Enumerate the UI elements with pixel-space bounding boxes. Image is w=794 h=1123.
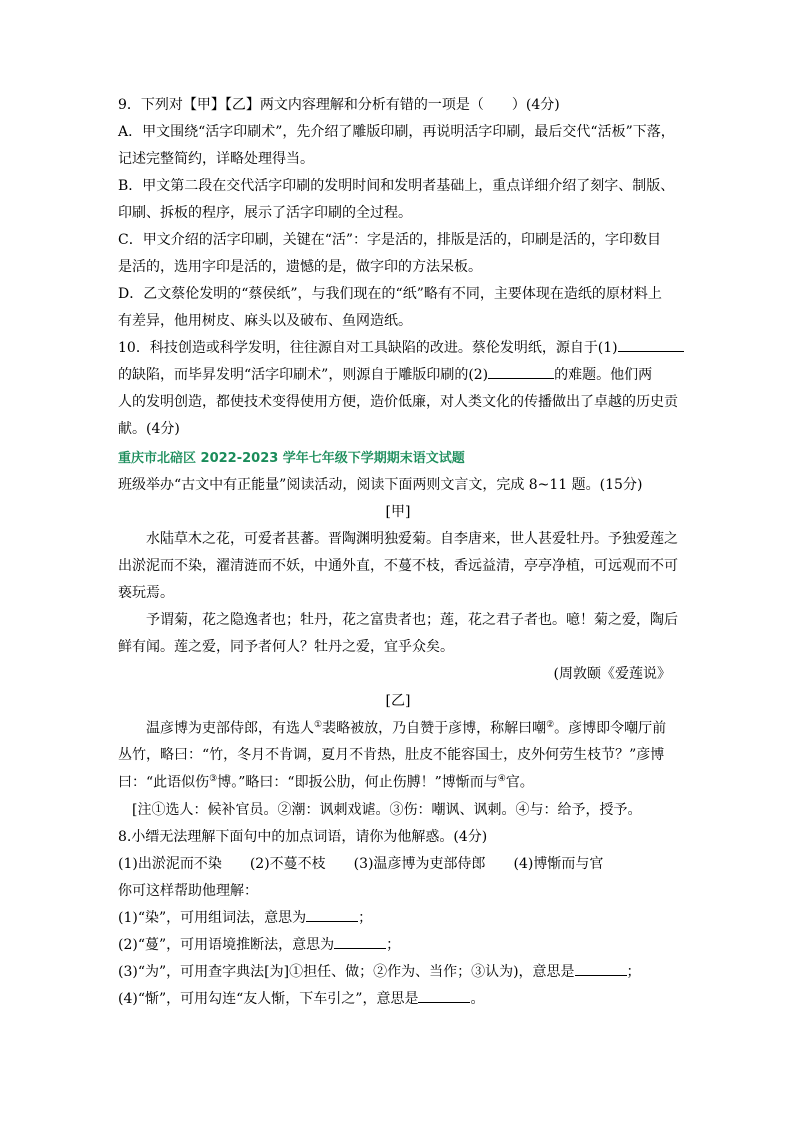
q10-line2: [118, 368, 652, 382]
q8-prompt: (3)“为”，可用查字典法[为]①担任、做；②作为、当作；③认为)，意思是: [118, 964, 575, 980]
footnote-marker: ①: [314, 720, 323, 730]
q8-prompt: (4)“惭”，可用勾连“友人惭，下车引之”，意思是: [118, 991, 419, 1007]
q8-help: 你可这样帮助他理解：: [118, 883, 258, 899]
q10-text: 的难题。他们两: [554, 367, 653, 383]
answer-blank-3[interactable]: [306, 920, 358, 922]
q8-answer-line: [118, 965, 641, 979]
q10-line4: 献。(4分): [118, 421, 180, 437]
q8-prompt: (2)“蔓”，可用语境推断法，意思为: [118, 937, 335, 953]
passage-yi-notes: [注①选人：候补官员。②潮：讽刺戏谑。③伤：嘲讽、讽刺。④与：给予，授予。: [132, 802, 642, 818]
q8-answer-line: [118, 938, 400, 952]
passage-yi-line: [118, 775, 534, 790]
footnote-marker: ④: [497, 774, 506, 784]
q10-line3: 人的发明创造，都使技术变得使用方便，造价低廉，对人类文化的传播做出了卓越的历史贡: [118, 394, 678, 410]
passage-text: 曰：“此语似伤: [118, 774, 210, 791]
q8-punct: ；: [626, 964, 641, 980]
footnote-marker: ③: [209, 774, 218, 784]
section-title: 重庆市北碚区 2022-2023 学年七年级下学期期末语文试题: [118, 451, 465, 466]
q9-stem: 9．下列对【甲】【乙】两文内容理解和分析有错的一项是（ ）(4分): [118, 97, 560, 113]
q9-option-a-line1: A．甲文围绕“活字印刷术”，先介绍了雕版印刷，再说明活字印刷，最后交代“活板”下落，: [118, 124, 675, 140]
q10-text: 的缺陷，而毕昇发明“活字印刷术”，则源自于雕版印刷的(2): [118, 367, 489, 383]
passage-text: 官。: [505, 774, 534, 791]
answer-blank-5[interactable]: [575, 974, 627, 976]
passage-jia-source: (周敦颐《爱莲说》: [553, 666, 671, 682]
q8-punct: 。: [470, 991, 485, 1007]
q9-option-a-line2: 记述完整简约，详略处理得当。: [118, 151, 314, 167]
passage-jia-line: 予谓菊，花之隐逸者也；牡丹，花之富贵者也；莲，花之君子者也。噫！菊之爱，陶后: [146, 612, 678, 628]
passage-yi-line: 丛竹，略曰：“竹，冬月不肯调，夏月不肯热，肚皮不能容国士，皮外何劳生枝节？”彦博: [118, 747, 665, 763]
answer-blank-6[interactable]: [418, 1001, 470, 1003]
answer-blank-2[interactable]: [488, 377, 554, 379]
q9-option-c-line1: C．甲文介绍的活字印刷，关键在“活”：字是活的，排版是活的，印刷是活的，字印数目: [118, 232, 662, 248]
passage-jia-line: 鲜有闻。莲之爱，同予者何人？牡丹之爱，宜乎众矣。: [118, 639, 454, 655]
passage-jia-line: 亵玩焉。: [118, 585, 174, 601]
q9-option-d-line1: D．乙文蔡伦发明的“蔡侯纸”，与我们现在的“纸”略有不同，主要体现在造纸的原材料上: [118, 286, 662, 302]
passage-yi-line: [146, 721, 666, 736]
passage-jia-line: 水陆草木之花，可爱者甚蕃。晋陶渊明独爱菊。自李唐来，世人甚爱牡丹。予独爱莲之: [146, 531, 678, 547]
answer-blank-4[interactable]: [334, 947, 386, 949]
q8-stem: 8.小缙无法理解下面句中的加点词语，请你为他解惑。(4分): [118, 829, 488, 845]
q10-text: 10．科技创造或科学发明，往往源自对工具缺陷的改进。蔡伦发明纸，源自于(1): [118, 340, 618, 356]
passage-text: 。彦博即令嘲厅前: [554, 720, 667, 737]
q10-line1: [118, 341, 684, 355]
reading-intro: 班级举办“古文中有正能量”阅读活动，阅读下面两则文言文，完成 8~11 题。(15分): [118, 477, 643, 493]
q9-option-b-line2: 印刷、拆板的程序，展示了活字印刷的全过程。: [118, 205, 412, 221]
passage-text: 裴略被放，乃自赞于彦博，称解曰嘲: [322, 720, 547, 737]
passage-text: 博。”略曰：“即扳公肋，何止伤膊！”博惭而与: [217, 774, 498, 791]
q8-punct: ；: [358, 910, 373, 926]
passage-jia-heading: [甲]: [385, 504, 411, 520]
q8-answer-line: [118, 992, 484, 1006]
q8-prompt: (1)“染”，可用组词法，意思为: [118, 910, 307, 926]
q9-option-c-line2: 是活的，选用字印是活的，遗憾的是，做字印的方法呆板。: [118, 259, 482, 275]
passage-text: 温彦博为吏部侍郎，有选人: [146, 720, 314, 737]
q9-option-b-line1: B．甲文第二段在交代活字印刷的发明时间和发明者基础上，重点详细介绍了刻字、制版、: [118, 178, 675, 194]
q8-answer-line: [118, 911, 372, 925]
q8-items: (1)出淤泥而不染 (2)不蔓不枝 (3)温彦博为吏部侍郎 (4)博惭而与官: [118, 856, 604, 872]
q9-option-d-line2: 有差异，他用树皮、麻头以及破布、鱼网造纸。: [118, 313, 412, 329]
answer-blank-1[interactable]: [618, 350, 684, 352]
footnote-marker: ②: [546, 720, 555, 730]
q8-punct: ；: [386, 937, 401, 953]
passage-yi-heading: [乙]: [385, 693, 411, 709]
passage-jia-line: 出淤泥而不染，濯清涟而不妖，中通外直，不蔓不枝，香远益清，亭亭净植，可远观而不可: [118, 558, 678, 574]
